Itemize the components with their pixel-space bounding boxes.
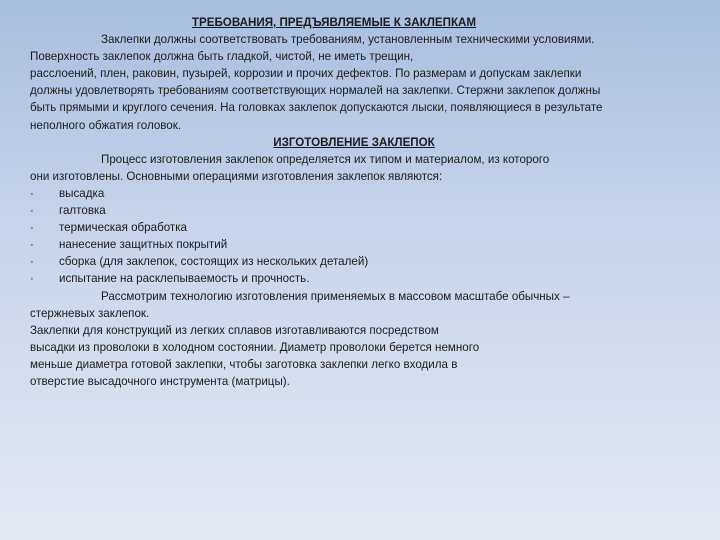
list-item-text: галтовка <box>59 204 106 218</box>
paragraph-line: Поверхность заклепок должна быть гладкой, чистой, не иметь трещин, <box>30 50 414 64</box>
list-item-text: сборка (для заклепок, состоящих из нескольких деталей) <box>59 255 369 269</box>
list-item <box>30 253 678 270</box>
list-item-text: термическая обработка <box>59 221 187 235</box>
paragraph-line: расслоений, плен, раковин, пузырей, коррозии и прочих дефектов. По размерам и допускам заклепки <box>30 67 582 81</box>
list-item <box>30 202 678 219</box>
bullet-mark: · <box>30 186 34 200</box>
list-item <box>30 270 678 287</box>
list-item-text: испытание на расклепываемость и прочность. <box>59 272 310 286</box>
list-item <box>30 185 678 202</box>
paragraph-line: отверстие высадочного инструмента (матрицы). <box>30 374 290 388</box>
paragraph-line: меньше диаметра готовой заклепки, чтобы заготовка заклепки легко входила в <box>30 357 458 371</box>
operations-list <box>30 185 678 288</box>
heading-requirements: ТРЕБОВАНИЯ, ПРЕДЪЯВЛЯЕМЫЕ К ЗАКЛЕПКАМ <box>191 16 477 29</box>
paragraph-line: быть прямыми и круглого сечения. На головках заклепок допускаются лыски, появляющиеся в результате <box>30 101 603 115</box>
bullet-mark: · <box>30 204 34 218</box>
bullet-mark: · <box>30 255 34 269</box>
paragraph-line: Рассмотрим технологию изготовления применяемых в массовом масштабе обычных – <box>101 289 570 303</box>
paragraph-line: стержневых заклепок. <box>30 306 150 320</box>
list-item-text: нанесение защитных покрытий <box>59 238 228 252</box>
paragraph-line: Заклепки для конструкций из легких сплавов изготавливаются посредством <box>30 323 439 337</box>
paragraph-line: неполного обжатия головок. <box>30 118 182 132</box>
document-body <box>30 14 678 390</box>
list-item-text: высадка <box>59 186 105 200</box>
paragraph-line: они изготовлены. Основными операциями изготовления заклепок являются: <box>30 169 443 183</box>
paragraph-line: Процесс изготовления заклепок определяется их типом и материалом, из которого <box>101 152 550 166</box>
bullet-mark: · <box>30 238 34 252</box>
heading-manufacturing: ИЗГОТОВЛЕНИЕ ЗАКЛЕПОК <box>273 135 435 149</box>
paragraph-line: Заклепки должны соответствовать требованиям, установленным техническими условиями. <box>101 33 595 47</box>
paragraph-line: высадки из проволоки в холодном состоянии. Диаметр проволоки берется немного <box>30 340 480 354</box>
list-item <box>30 219 678 236</box>
bullet-mark: · <box>30 272 34 286</box>
list-item <box>30 236 678 253</box>
paragraph-line: должны удовлетворять требованиям соответствующих нормалей на заклепки. Стержни заклепок должны <box>30 84 601 98</box>
bullet-mark: · <box>30 221 34 235</box>
